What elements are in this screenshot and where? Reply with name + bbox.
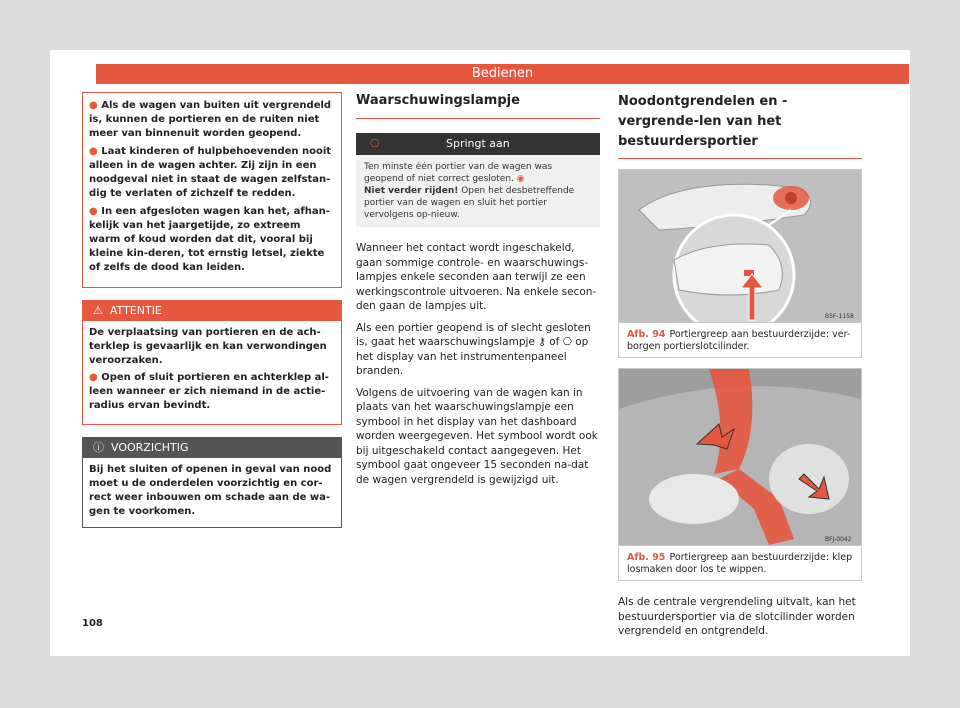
middle-column <box>356 92 600 494</box>
section-title: Waarschuwingslampje <box>356 92 600 119</box>
attention-header: ⚠ ATTENTIE <box>83 301 341 321</box>
svg-text:B5F-1158: B5F-1158 <box>825 313 854 320</box>
indicator-info: Ten minste één portier van de wagen was geopend of niet correct gesloten. ◉ Niet verder rijden! Open het desbetreffende portier van de wagen en sluit het portier vervolgens op-nieuw. <box>356 155 600 227</box>
caution-header: ⓘ VOORZICHTIG <box>83 438 341 458</box>
door-handle-illustration <box>619 170 861 322</box>
left-column <box>82 92 342 528</box>
svg-text:BFJ-0042: BFJ-0042 <box>825 536 852 543</box>
body-text: Als de centrale vergrendeling uitvalt, kan het bestuurdersportier via de slotcilinder worden vergrendeld en ontgrendeld. <box>618 596 856 637</box>
indicator-bar: ⎔ Springt aan <box>356 133 600 155</box>
right-column <box>618 92 862 646</box>
manual-page <box>50 50 910 656</box>
figure-94 <box>618 169 862 358</box>
figure-caption: Afb. 94 Portiergreep aan bestuurderzijde: ver-borgen portierslotcilinder. <box>619 322 861 357</box>
caution-text: Bij het sluiten of openen in geval van nood moet u de onderdelen voorzichtig en cor-rect weer inbouwen om schade aan de wa-gen te voorkomen. <box>89 464 332 517</box>
figure-95 <box>618 368 862 581</box>
caution-box <box>82 437 342 528</box>
figure-caption: Afb. 95 Portiergreep aan bestuurderzijde: klep losmaken door los te wippen. <box>619 545 861 580</box>
attention-text: De verplaatsing van portieren en de ach-terklep is gevaarlijk en kan verwondingen veroorzaken. <box>89 327 327 366</box>
attention-box <box>82 300 342 425</box>
warning-triangle-icon: ⚠ <box>93 304 103 317</box>
warning-box <box>82 92 342 288</box>
warning-item: ● In een afgesloten wagen kan het, afhan-kelijk van het jaargetijde, zo extreem warm of koud worden dat dit, vooral bij kleine kin-deren, tot ernstig letsel, ziekte of zelfs de dood kan leiden. <box>89 206 330 273</box>
warning-item: ● Laat kinderen of hulpbehoevenden nooit alleen in de wagen achter. Zij zijn in een noodgeval niet in staat de wagen zelfstan-dig te verlaten of zichzelf te redden. <box>89 146 332 199</box>
warning-item: ● Als de wagen van buiten uit vergrendeld is, kunnen de portieren en de ruiten niet meer van binnenuit worden geopend. <box>89 100 332 139</box>
door-handle-cover-illustration <box>619 369 861 545</box>
section-title: Noodontgrendelen en -vergrende-len van het bestuurdersportier <box>618 92 862 159</box>
info-ref-icon: ◉ <box>516 174 525 184</box>
page-number: 108 <box>82 618 103 629</box>
body-text: Wanneer het contact wordt ingeschakeld, gaan sommige controle- en waarschuwings-lampjes enkele seconden aan terwijl ze een werkingscontrole uitvoeren. Na enkele secon-den gaan de lampjes uit. Als een portier geopend is of slecht gesloten is, gaat het waarschuwingslampje ⚷ of ⎔ op het display van het instrumentenpaneel branden. Volgens de uitvoering van de wagen kan in plaats van het waarschuwingslampje een symbool in het display van het dashboard worden weergegeven. Het symbool wordt ook bij uitgeschakeld contact aangegeven. Het symbool gaat ongeveer 15 seconden na-dat de wagen vergrendeld is gewijzigd uit. <box>356 242 598 486</box>
attention-bullet: ● Open of sluit portieren en achterklep al-leen wanneer er zich niemand in de actie-radius ervan bevindt. <box>89 372 329 411</box>
door-warning-icon: ⎔ <box>370 137 380 150</box>
section-header: Bedienen <box>96 64 909 84</box>
info-circle-icon: ⓘ <box>93 441 104 454</box>
